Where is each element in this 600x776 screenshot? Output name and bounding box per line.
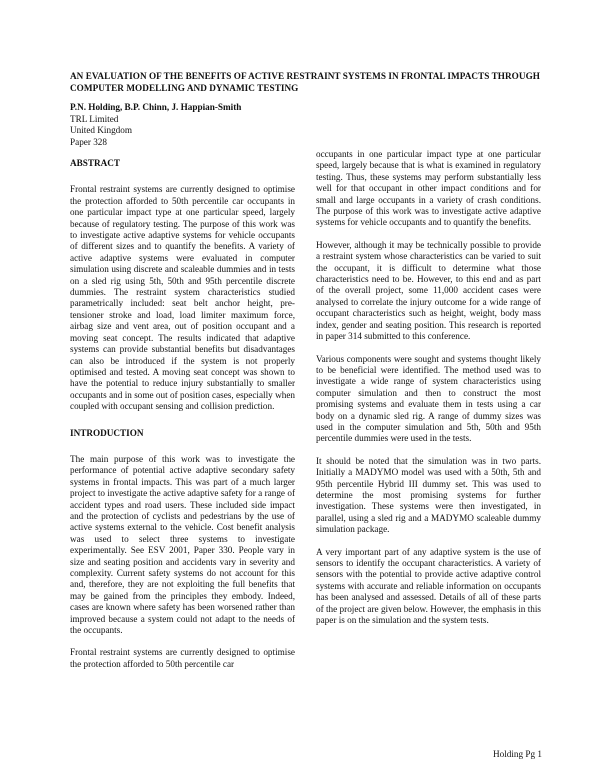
abstract-text: Frontal restraint systems are currently designed to optimise the protection afforded to 50th percentile car occupants in one particular impact type at one particular speed, largely because of regulatory testing. The purpose of this work was to investigate active adaptive systems for vehicle occupants of different sizes and to quantify the benefits. A variety of active adaptive systems were evaluated in computer simulation using discrete and scaleable dummies and in tests on a sled rig using 5th, 50th and 95th percentile discrete dummies. The restraint system characteristics studied parametrically included: seat belt anchor height, pre-tensioner stroke and load, load limiter maximum force, airbag size and vent area, out of position occupant and a moving seat concept. The results indicated that adaptive systems can provide substantial benefits but disadvantages can also be introduced if the system is not properly optimised and tested. A moving seat concept was shown to have the potential to reduce injury substantially to smaller occupants and in some out of position cases, especially when coupled with occupant sensing and collision prediction. bbox=[70, 184, 295, 412]
right-column bbox=[316, 149, 541, 626]
country: United Kingdom bbox=[70, 125, 133, 135]
author-block bbox=[70, 102, 241, 148]
right-paragraph-2: However, although it may be technically possible to provide a restraint system whose characteristics can be varied to suit the occupant, it is difficult to determine what those characteristics need to be. However, to this end and as part of the overall project, some 11,000 accident cases were analysed to correlate the injury outcome for a wide range of occupant characteristics such as height, weight, body mass index, gender and seating position. This research is reported in paper 314 submitted to this conference. bbox=[316, 239, 541, 342]
right-paragraph-1: occupants in one particular impact type at one particular speed, largely because that is what is examined in regulatory testing. Thus, these systems may perform substantially less well for that occupant in other impact conditions and for small and large occupants in a variety of crash conditions. The purpose of this work was to investigate active adaptive systems for vehicle occupants and to quantify the benefits. bbox=[316, 149, 541, 228]
affiliation: TRL Limited bbox=[70, 113, 119, 124]
introduction-heading: INTRODUCTION bbox=[70, 427, 144, 438]
page-footer: Holding Pg 1 bbox=[492, 749, 542, 759]
right-paragraph-4: It should be noted that the simulation was in two parts. Initially a MADYMO model was used with a 50th, 5th and 95th percentile Hybrid III dummy set. This was used to determine the most promising systems for further investigation. These systems were then investigated, in parallel, using a sled rig and a MADYMO scaleable dummy simulation package. bbox=[316, 455, 541, 535]
left-column bbox=[70, 158, 295, 670]
right-paragraph-5: A very important part of any adaptive system is the use of sensors to identify the occupant characteristics. A variety of sensors with the potential to provide active adaptive control systems with accurate and reliable information on occupants has been analysed and assessed. Details of all of these parts of the project are given below. However, the emphasis in this paper is on the simulation and the system tests. bbox=[316, 546, 541, 626]
paper-number: Paper 328 bbox=[70, 136, 107, 147]
intro-paragraph-2: Frontal restraint systems are currently designed to optimise the protection afforded to 50th percentile car bbox=[70, 647, 295, 669]
abstract-heading: ABSTRACT bbox=[70, 158, 121, 168]
intro-paragraph-1: The main purpose of this work was to investigate the performance of potential active adaptive secondary safety systems in frontal impacts. This was part of a much larger project to investigate the active adaptive safety for a range of accident types and road users. These included side impact and the protection of cyclists and pedestrians by the use of active systems external to the vehicle. Cost benefit analysis was used to select three systems to investigate experimentally. See ESV 2001, Paper 330. People vary in size and seating position and accidents vary in severity and complexity. Current safety systems do not account for this and, therefore, they are not exploiting the full benefits that may be gained from the principles they embody. Indeed, cases are known where safety has been worsened rather than improved because a system could not adapt to the needs of the occupants. bbox=[70, 453, 295, 636]
paper-title: AN EVALUATION OF THE BENEFITS OF ACTIVE RESTRAINT SYSTEMS IN FRONTAL IMPACTS THROUGH COMPUTER MODELLING AND DYNAMIC TESTING bbox=[70, 71, 540, 93]
right-paragraph-3: Various components were sought and systems thought likely to be beneficial were identified. The method used was to investigate a wide range of system characteristics using computer simulation and then to construct the most promising systems and evaluate them in tests using a car body on a dynamic sled rig. A range of dummy sizes was used in the computer simulation and 5th, 50th and 95th percentile dummies were used in the tests. bbox=[316, 353, 541, 444]
author-names: P.N. Holding, B.P. Chinn, J. Happian-Smith bbox=[70, 102, 242, 112]
